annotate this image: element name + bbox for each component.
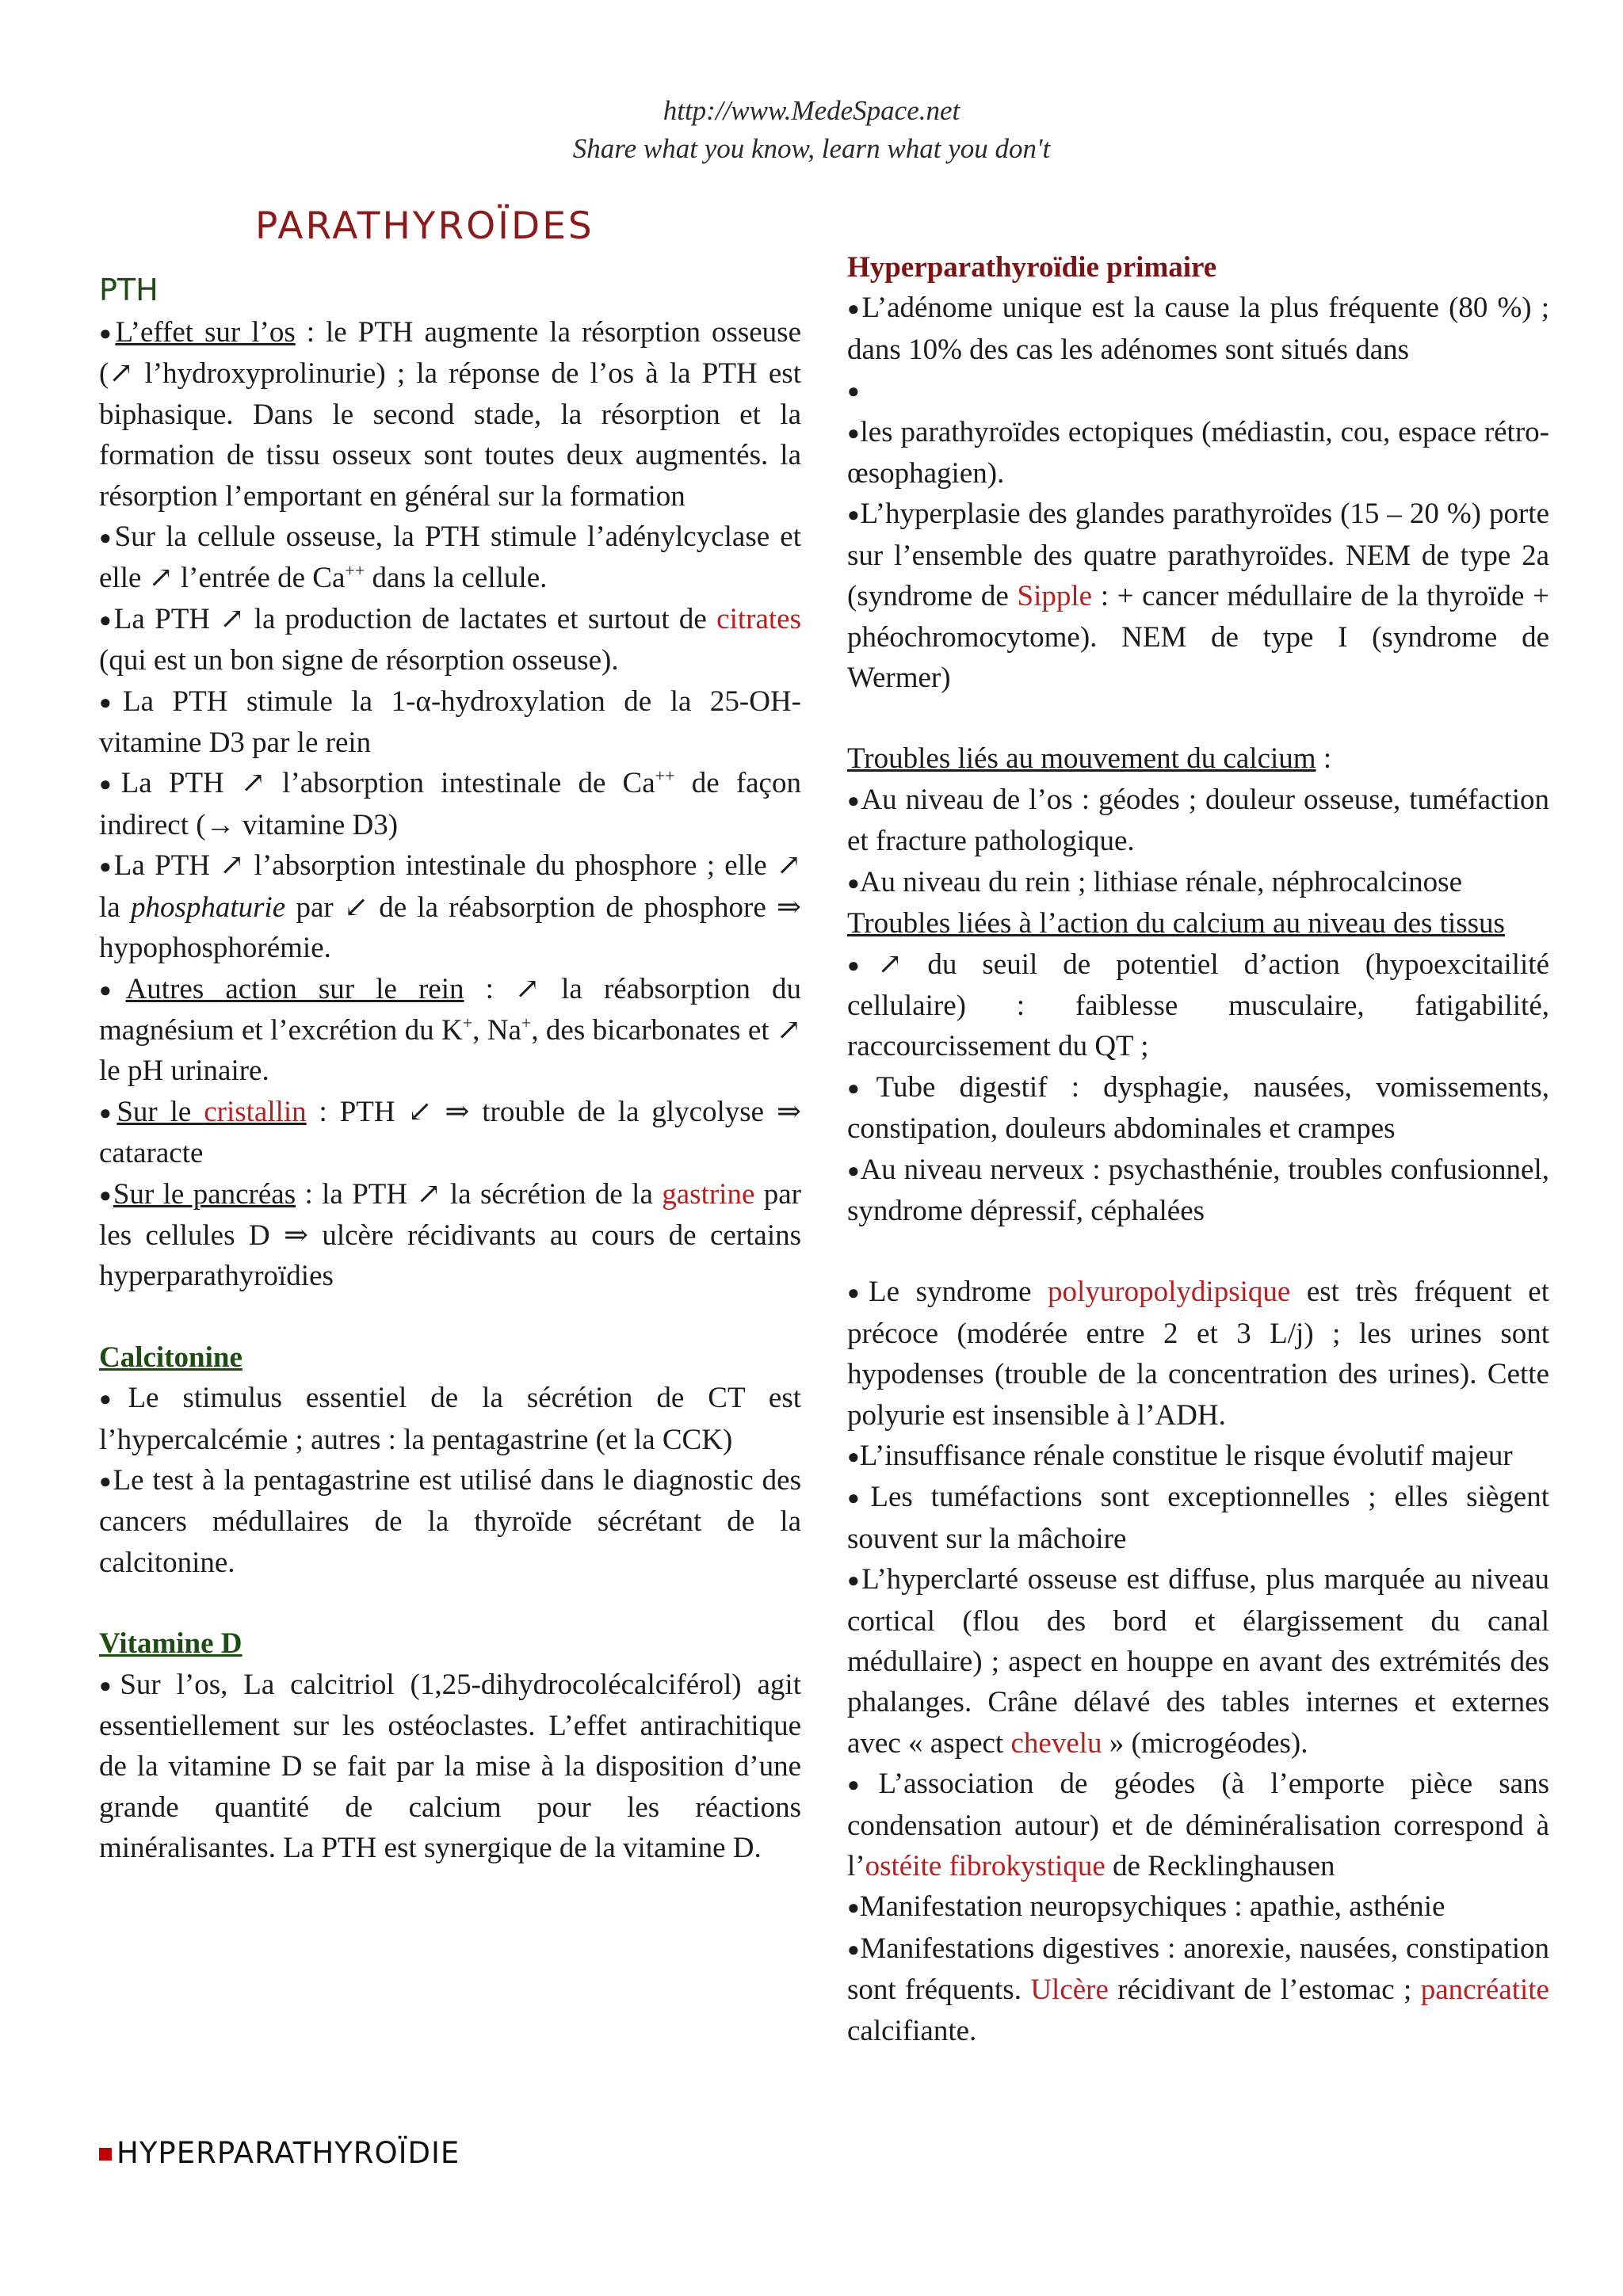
paragraph-troubles-rein: ●Au niveau du rein ; lithiase rénale, néphrocalcinose — [847, 865, 1462, 898]
paragraph-cristallin: ●Sur le cristallin : PTH ↙ ⇒ trouble de la glycolyse ⇒ cataracte — [99, 1095, 801, 1170]
page-title: PARATHYROÏDES — [255, 204, 594, 248]
paragraph-effet-os: ●L’effet sur l’os : le PTH augmente la résorption osseuse (↗ l’hydroxyprolinurie) ; la réponse de l’os à la PTH est biphasique. Dans le second stade, la résorption et la formation de tissu osseux sont toutes deux augmentés. la résorption l’emportant en général sur la formation — [99, 316, 801, 513]
paragraph-hydroxylation: ●La PTH stimule la 1-α-hydroxylation de la 25-OH-vitamine D3 par le rein — [99, 685, 801, 760]
paragraph-pancreas: ●Sur le pancréas : la PTH ↗ la sécrétion de la gastrine par les cellules D ⇒ ulcère récidivants au cours de certains hyperparathyroïdies — [99, 1177, 801, 1293]
paragraph-ectopiques: ●les parathyroïdes ectopiques (médiastin, cou, espace rétro-œsophagien). — [847, 415, 1549, 490]
troubles-action-heading: Troubles liées à l’action du calcium au niveau des tissus — [847, 907, 1505, 940]
left-column — [99, 268, 801, 1869]
empty-bullet: ● — [847, 379, 860, 403]
troubles-mouvement-heading: Troubles liés au mouvement du calcium : — [847, 742, 1332, 776]
paragraph-lactates: ●La PTH ↗ la production de lactates et surtout de citrates (qui est un bon signe de résorption osseuse). — [99, 602, 801, 677]
vitamine-d-heading: Vitamine D — [99, 1627, 242, 1661]
paragraph-neuropsychiques: ●Manifestation neuropsychiques : apathie, asthénie — [847, 1890, 1445, 1924]
paragraph-osteite: ●L’association de géodes (à l’emporte pièce sans condensation autour) et de déminéralisation correspond à l’ostéite fibrokystique de Recklinghausen — [847, 1768, 1549, 1883]
paragraph-calcitonine-stimulus: ●Le stimulus essentiel de la sécrétion de CT est l’hypercalcémie ; autres : la pentagastrine (et la CCK) — [99, 1382, 801, 1456]
hyperparathyroidie-section-title: HYPERPARATHYROÏDIE — [99, 2136, 460, 2170]
paragraph-seuil-potentiel: ●↗ du seuil de potentiel d’action (hypoexcitailité cellulaire) : faiblesse musculaire, fatigabilité, raccourcissement du QT ; — [847, 948, 1549, 1063]
paragraph-vitamine-d: ●Sur l’os, La calcitriol (1,25-dihydrocolécalciférol) agit essentiellement sur les ostéoclastes. L’effet antirachitique de la vitamine D se fait par la mise à la disposition d’une grande quantité de calcium pour les réactions minéralisantes. La PTH est synergique de la vitamine D. — [99, 1668, 801, 1865]
calcitonine-heading: Calcitonine — [99, 1341, 242, 1374]
pth-heading: PTH — [99, 273, 158, 307]
paragraph-digestives: ●Manifestations digestives : anorexie, nausées, constipation sont fréquents. Ulcère récidivant de l’estomac ; pancréatite calcifiante. — [847, 1932, 1549, 2047]
paragraph-rein: ●Autres action sur le rein : ↗ la réabsorption du magnésium et l’excrétion du K+, Na+, des bicarbonates et ↗ le pH urinaire. — [99, 972, 801, 1088]
paragraph-hyperplasie: ●L’hyperplasie des glandes parathyroïdes (15 – 20 %) porte sur l’ensemble des quatre parathyroïdes. NEM de type 2a (syndrome de Sipple : + cancer médullaire de la thyroïde + phéochromocytome). NEM de type I (syndrome de Wermer) — [847, 498, 1549, 695]
header-tagline: Share what you know, learn what you don't — [572, 133, 1051, 164]
paragraph-adenome: ●L’adénome unique est la cause la plus fréquente (80 %) ; dans 10% des cas les adénomes sont situés dans — [847, 292, 1549, 366]
paragraph-tumefactions: ●Les tuméfactions sont exceptionnelles ; elles siègent souvent sur la mâchoire — [847, 1481, 1549, 1555]
paragraph-nerveux: ●Au niveau nerveux : psychasthénie, troubles confusionnel, syndrome dépressif, céphalées — [847, 1153, 1549, 1227]
paragraph-polyuro: ●Le syndrome polyuropolydipsique est très fréquent et précoce (modérée entre 2 et 3 L/j) ; les urines sont hypodenses (trouble de la concentration des urines). Cette polyurie est insensible à l’ADH. — [847, 1276, 1549, 1432]
paragraph-troubles-os: ●Au niveau de l’os : géodes ; douleur osseuse, tuméfaction et fracture pathologique. — [847, 783, 1549, 858]
paragraph-phosphore: ●La PTH ↗ l’absorption intestinale du phosphore ; elle ↗ la phosphaturie par ↙ de la réabsorption de phosphore ⇒ hypophosphorémie. — [99, 849, 802, 965]
right-column — [847, 247, 1549, 2051]
paragraph-tube-digestif: ●Tube digestif : dysphagie, nausées, vomissements, constipation, douleurs abdominales et crampes — [847, 1070, 1549, 1146]
header-url: http://www.MedeSpace.net — [663, 95, 960, 126]
paragraph-calcitonine-test: ●Le test à la pentagastrine est utilisé dans le diagnostic des cancers médullaires de la thyroïde sécrétant de la calcitonine. — [99, 1463, 801, 1579]
paragraph-insuffisance-renale: ●L’insuffisance rénale constitue le risque évolutif majeur — [847, 1439, 1513, 1472]
square-bullet-icon — [99, 2148, 112, 2161]
paragraph-cellule-osseuse: ●Sur la cellule osseuse, la PTH stimule l’adénylcyclase et elle ↗ l’entrée de Ca++ dans la cellule. — [99, 521, 801, 595]
paragraph-hyperclarte: ●L’hyperclarté osseuse est diffuse, plus marquée au niveau cortical (flou des bord et élargissement du canal médullaire) ; aspect en houppe en avant des extrémités des phalanges. Crâne délavé des tables internes et externes avec « aspect chevelu » (microgéodes). — [847, 1563, 1549, 1760]
primaire-heading: Hyperparathyroïdie primaire — [847, 251, 1217, 284]
paragraph-absorption-ca: ●La PTH ↗ l’absorption intestinale de Ca++ de façon indirect (→ vitamine D3) — [99, 766, 801, 841]
